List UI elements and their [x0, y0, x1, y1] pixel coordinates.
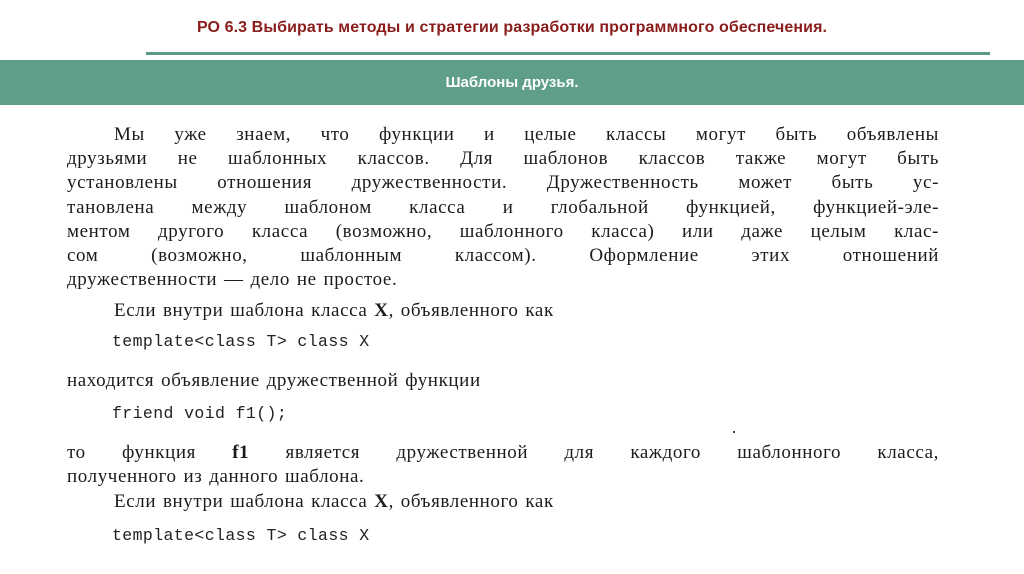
text-fragment: Если внутри шаблона класса [114, 300, 375, 321]
class-name-x: X [374, 300, 389, 321]
paragraph-line: тановлена между шаблоном класса и глобальной функцией, функцией-эле- [67, 196, 939, 218]
paragraph-line: находится объявление дружественной функции [67, 370, 481, 391]
text-fragment: Если внутри шаблона класса [114, 491, 375, 512]
paragraph-line: друзьями не шаблонных классов. Для шаблонов классов также могут быть [67, 148, 939, 170]
text-fragment: является дружественной для каждого шаблонного класса, [249, 442, 940, 463]
document-body [0, 105, 1024, 574]
page-header [0, 0, 1024, 58]
text-fragment: то функция [67, 442, 233, 463]
class-name-x: X [374, 491, 389, 512]
paragraph-intro [67, 123, 939, 292]
paragraph-template-intro [67, 299, 939, 323]
paragraph-line: установлены отношения дружественности. Дружественность может быть ус- [67, 172, 939, 194]
paragraph-line: дружественности — дело не простое. [67, 269, 398, 291]
title-underline [146, 52, 990, 55]
text-fragment: , объявленного как [388, 491, 554, 512]
text-fragment: , объявленного как [388, 300, 554, 321]
code-template-declaration-2: template<class T> class X [112, 526, 370, 545]
paragraph-line: полученного из данного шаблона. [67, 466, 365, 488]
section-title: Шаблоны друзья. [445, 74, 579, 91]
paragraph-friend-result [67, 441, 939, 489]
code-template-declaration: template<class T> class X [112, 332, 370, 351]
page-title: РО 6.3 Выбирать методы и стратегии разработки программного обеспечения. [196, 19, 828, 36]
function-name-f1: f1 [232, 442, 250, 463]
paragraph-line: сом (возможно, шаблонным классом). Оформление этих отношений [67, 245, 939, 267]
paragraph-line: ментом другого класса (возможно, шаблонного класса) или даже целым клас- [67, 220, 939, 242]
paragraph-line: Мы уже знаем, что функции и целые классы могут быть объявлены [114, 124, 939, 145]
scan-mark [733, 431, 735, 433]
paragraph-friend-decl [67, 369, 939, 393]
section-banner [0, 60, 1024, 105]
code-friend-function: friend void f1(); [112, 404, 288, 423]
paragraph-template-intro-2 [67, 490, 939, 514]
